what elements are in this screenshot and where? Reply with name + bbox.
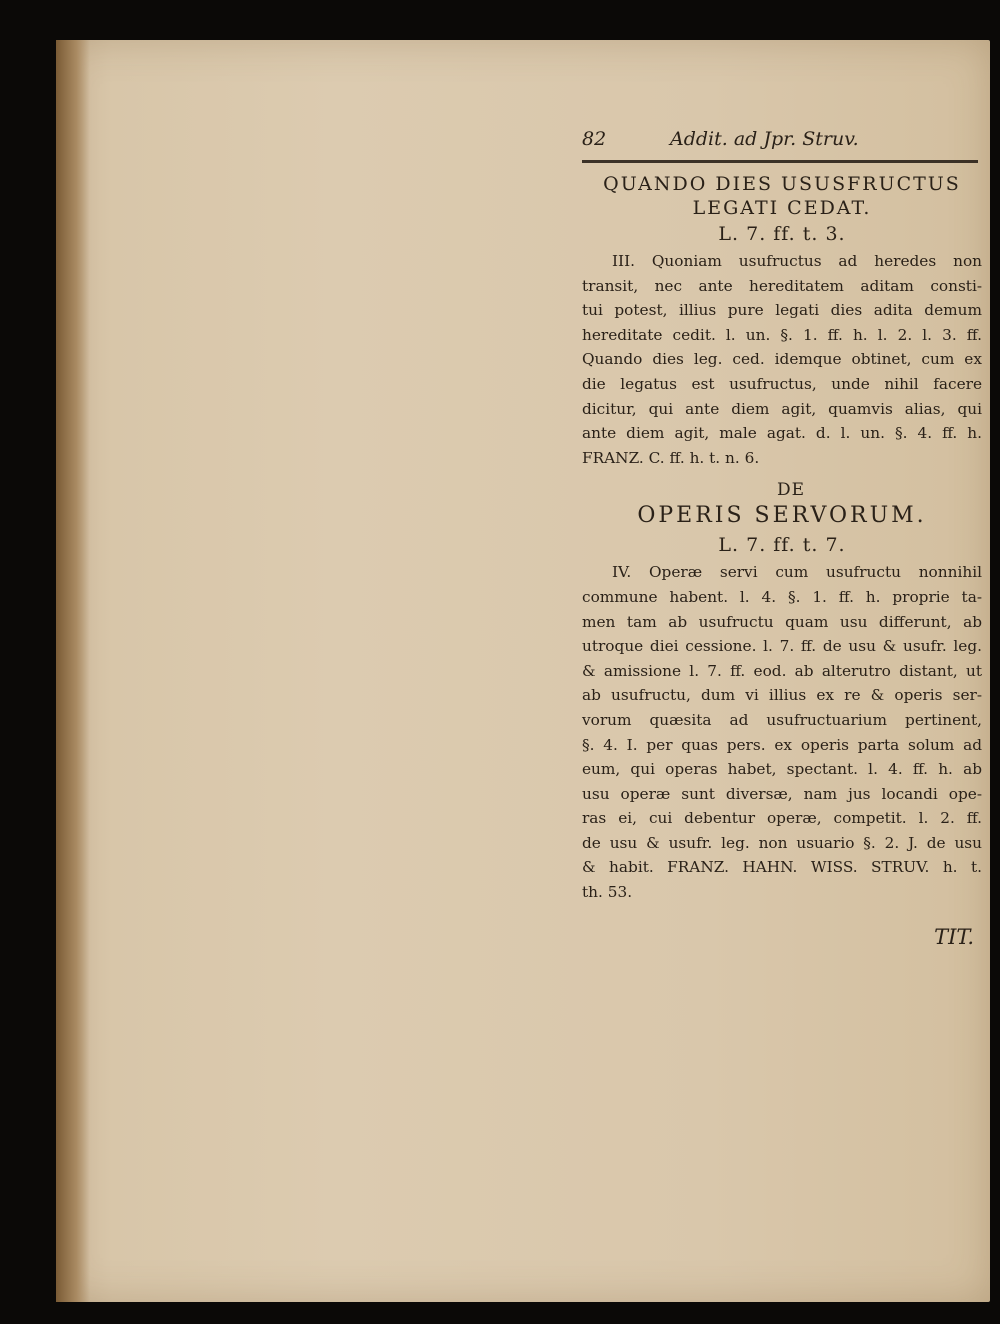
section1-title-line2: LEGATI CEDAT. [692,197,872,219]
section1-line: III. Quoniam usufructus ad heredes non [612,252,982,270]
section2-line: usu operæ sunt diversæ, nam jus locandi ope- [582,784,982,803]
section2-de: DE [776,480,806,501]
section2-line: ras ei, cui debentur operæ, competit. l. 2. ff. [582,809,982,828]
section1-line: transit, nec ante hereditatem aditam consti- [582,276,982,295]
section2-line: §. 4. I. per quas pers. ex operis parta solum ad [582,735,982,754]
section1-paragraph [582,249,982,470]
section2-line: commune habent. l. 4. §. 1. ff. h. proprie ta- [582,587,982,606]
section2-line: de usu & usufr. leg. non usuario §. 2. J. de usu [582,833,982,852]
running-title: Addit. ad Jpr. Struv. [670,128,859,150]
section2-line: th. 53. [582,883,633,902]
section1-line: dicitur, qui ante diem agit, quamvis alias, qui [582,399,982,418]
page-gutter-shadow [56,40,90,1302]
header-rule [582,160,978,163]
section2-title: OPERIS SERVORUM. [637,503,927,529]
section1-title-line1: QUANDO DIES USUSFRUCTUS [603,173,961,195]
section2-line: eum, qui operas habet, spectant. l. 4. ff. h. ab [582,760,982,779]
section1-line: die legatus est usufructus, unde nihil facere [582,374,982,393]
section1-reference: L. 7. ff. t. 3. [718,223,846,245]
section1-line: FRANZ. C. ff. h. t. n. 6. [582,448,760,467]
section1-line: hereditate cedit. l. un. §. 1. ff. h. l. 2. l. 3. ff. [582,325,982,344]
running-head [582,126,982,156]
catchword: TIT. [934,924,974,949]
section2-line: & amissione l. 7. ff. eod. ab alterutro distant, ut [582,661,982,680]
section2-line: men tam ab usufructu quam usu differunt, ab [582,612,982,631]
section2-paragraph [582,560,982,904]
section2-line: utroque diei cessione. l. 7. ff. de usu & usufr. leg. [582,637,982,656]
section2-line: ab usufructu, dum vi illius ex re & operis ser- [582,686,982,705]
section1-line: ante diem agit, male agat. d. l. un. §. 4. ff. h. [582,424,982,443]
section2-line: & habit. FRANZ. HAHN. WISS. STRUV. h. t. [582,858,982,877]
section2-reference: L. 7. ff. t. 7. [718,534,846,557]
text-block [582,126,982,949]
page-number: 82 [582,128,607,150]
section2-line: vorum quæsita ad usufructuarium pertinent, [582,710,982,729]
section2-line: IV. Operæ servi cum usufructu nonnihil [612,563,982,582]
section1-line: Quando dies leg. ced. idemque obtinet, cum ex [582,350,982,369]
section1-line: tui potest, illius pure legati dies adita demum [582,301,982,320]
